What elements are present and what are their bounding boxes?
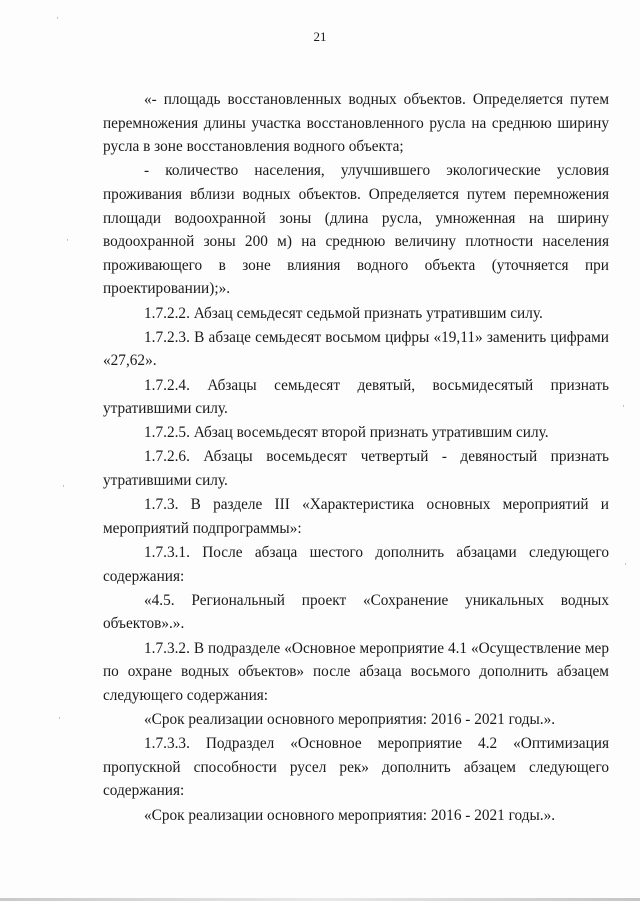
paragraph-1-7-2-3: 1.7.2.3. В абзаце семьдесят восьмом цифры «19,11» заменить цифрами «27,62». xyxy=(103,328,609,370)
paragraph-1-7-3-2: 1.7.3.2. В подразделе «Основное мероприятие 4.1 «Осуществление мер по охране водных объектов» после абзаца восьмого дополнить абзацем следующего содержания: xyxy=(103,639,609,704)
paragraph-regional-project: «4.5. Региональный проект «Сохранение уникальных водных объектов».». xyxy=(103,591,609,633)
paragraph-1-7-2-4: 1.7.2.4. Абзацы семьдесят девятый, восьмидесятый признать утратившими силу. xyxy=(103,376,609,418)
paragraph-1-7-3-1: 1.7.3.1. После абзаца шестого дополнить абзацами следующего содержания: xyxy=(103,544,609,585)
scan-speck: · xyxy=(62,481,65,491)
scan-speck: · xyxy=(622,401,625,411)
paragraph-1-7-3: 1.7.3. В разделе III «Характеристика основных мероприятий и мероприятий подпрограммы»: xyxy=(103,496,609,537)
paragraph-population: - количество населения, улучшившего экологические условия проживания вблизи водных объектов. Определяется путем перемножения площади водоохранной зоны (длина русла, умноженная на ширину водоохранной зоны 200 м) на среднюю величину плотности населения проживающего в зоне влияния водного объекта (уточняется при проектировании);». xyxy=(103,162,609,298)
scan-speck: · xyxy=(624,559,627,569)
document-body xyxy=(103,88,609,827)
scan-speck: · xyxy=(58,713,61,723)
scan-speck: · xyxy=(56,13,59,23)
scan-speck: · xyxy=(66,235,69,245)
paragraph-1-7-3-3: 1.7.3.3. Подраздел «Основное мероприятие 4.2 «Оптимизация пропускной способности русел рек» дополнить абзацем следующего содержания: xyxy=(103,735,609,800)
paragraph-1-7-2-6: 1.7.2.6. Абзацы восемьдесят четвертый - девяностый признать утратившими силу. xyxy=(103,448,609,490)
paragraph-term-4-1: «Срок реализации основного мероприятия: 2016 - 2021 годы.». xyxy=(144,710,556,728)
page-number: 21 xyxy=(313,29,327,44)
paragraph-1-7-2-2: 1.7.2.2. Абзац семьдесят седьмой признать утратившим силу. xyxy=(144,304,543,322)
paragraph-term-4-2: «Срок реализации основного мероприятия: 2016 - 2021 годы.». xyxy=(144,806,556,824)
paragraph-restored-area: «- площадь восстановленных водных объектов. Определяется путем перемножения длины участка восстановленного русла на среднюю ширину русла в зоне восстановления водного объекта; xyxy=(103,91,609,156)
paragraph-1-7-2-5: 1.7.2.5. Абзац восемьдесят второй признать утратившим силу. xyxy=(144,424,549,442)
